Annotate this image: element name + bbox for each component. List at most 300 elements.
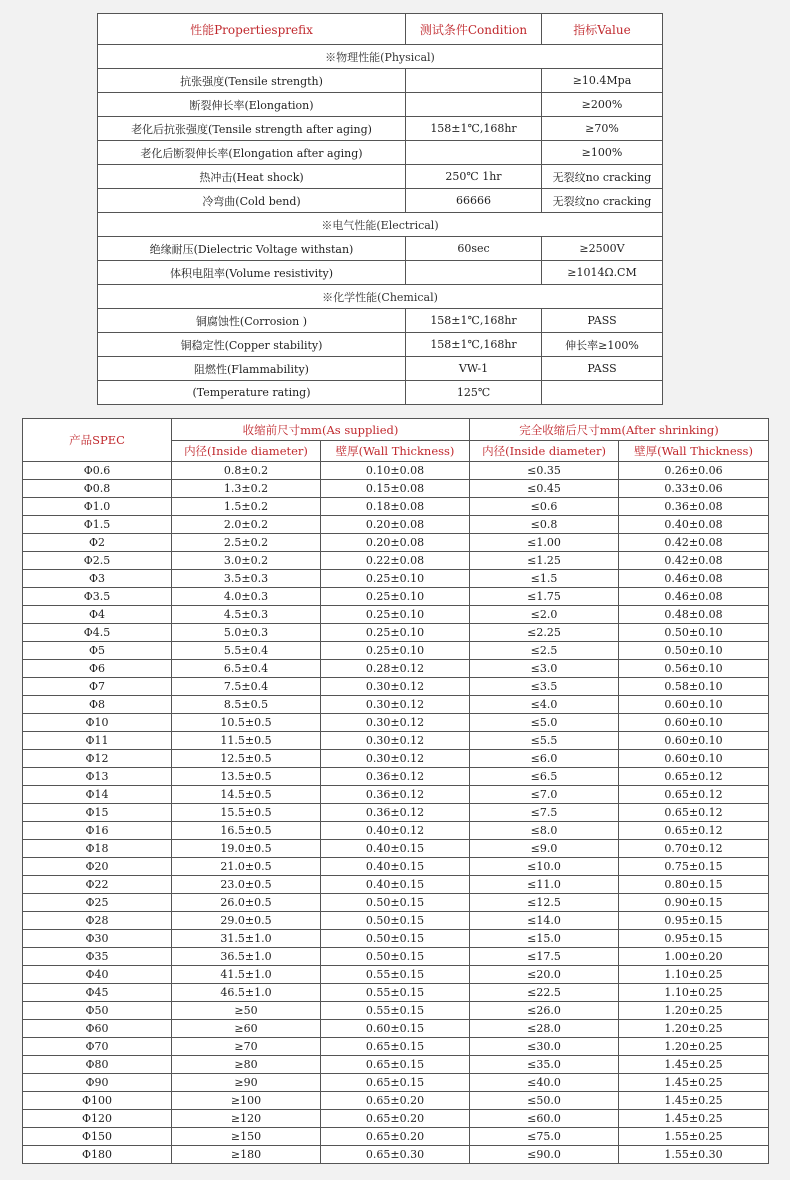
supplied-wall-thickness: 0.65±0.15 (321, 1056, 470, 1074)
shrunk-wall-thickness: 1.45±0.25 (619, 1092, 769, 1110)
property-name: 抗张强度(Tensile strength) (98, 69, 406, 93)
shrunk-wall-thickness: 1.20±0.25 (619, 1038, 769, 1056)
supplied-wall-thickness: 0.28±0.12 (321, 660, 470, 678)
shrunk-inside-diameter: ≤5.5 (470, 732, 619, 750)
section-title: ※电气性能(Electrical) (98, 213, 663, 237)
supplied-wall-thickness: 0.30±0.12 (321, 678, 470, 696)
supplied-inside-diameter: 4.5±0.3 (172, 606, 321, 624)
shrunk-inside-diameter: ≤3.5 (470, 678, 619, 696)
shrunk-inside-diameter: ≤17.5 (470, 948, 619, 966)
supplied-wall-thickness: 0.25±0.10 (321, 588, 470, 606)
property-condition: 250℃ 1hr (406, 165, 542, 189)
supplied-inside-diameter: 0.8±0.2 (172, 462, 321, 480)
spec-row (23, 966, 769, 984)
shrunk-wall-thickness: 1.10±0.25 (619, 966, 769, 984)
supplied-inside-diameter: 6.5±0.4 (172, 660, 321, 678)
property-value: ≥1014Ω.CM (542, 261, 663, 285)
supplied-wall-thickness: 0.65±0.20 (321, 1128, 470, 1146)
shrunk-inside-diameter: ≤5.0 (470, 714, 619, 732)
spec-size: Φ1.5 (23, 516, 172, 534)
as-supplied-header: 收缩前尺寸mm(As supplied) (172, 419, 470, 441)
spec-size: Φ18 (23, 840, 172, 858)
property-name: 老化后断裂伸长率(Elongation after aging) (98, 141, 406, 165)
property-name: 断裂伸长率(Elongation) (98, 93, 406, 117)
spec-row (23, 1128, 769, 1146)
shrunk-inside-diameter: ≤0.45 (470, 480, 619, 498)
property-condition (406, 141, 542, 165)
spec-table (22, 418, 769, 1164)
spec-row (23, 786, 769, 804)
supplied-wall-thickness: 0.22±0.08 (321, 552, 470, 570)
shrunk-wall-thickness: 1.20±0.25 (619, 1020, 769, 1038)
supplied-inside-diameter: ≥60 (172, 1020, 321, 1038)
spec-size: Φ0.8 (23, 480, 172, 498)
supplied-inside-diameter: 14.5±0.5 (172, 786, 321, 804)
supplied-inside-diameter: ≥150 (172, 1128, 321, 1146)
shrunk-inside-diameter: ≤2.25 (470, 624, 619, 642)
section-title: ※化学性能(Chemical) (98, 285, 663, 309)
supplied-inside-diameter-header: 内径(Inside diameter) (172, 441, 321, 462)
spec-row (23, 606, 769, 624)
shrunk-inside-diameter: ≤90.0 (470, 1146, 619, 1164)
spec-row (23, 1020, 769, 1038)
shrunk-inside-diameter: ≤1.00 (470, 534, 619, 552)
supplied-inside-diameter: 5.5±0.4 (172, 642, 321, 660)
shrunk-wall-thickness: 0.60±0.10 (619, 732, 769, 750)
supplied-inside-diameter: 41.5±1.0 (172, 966, 321, 984)
spec-size: Φ50 (23, 1002, 172, 1020)
spec-row (23, 732, 769, 750)
shrunk-wall-thickness: 0.65±0.12 (619, 822, 769, 840)
property-value: 无裂纹no cracking (542, 189, 663, 213)
property-row (98, 69, 663, 93)
property-name: 热冲击(Heat shock) (98, 165, 406, 189)
supplied-inside-diameter: 23.0±0.5 (172, 876, 321, 894)
spec-row (23, 642, 769, 660)
supplied-wall-thickness: 0.20±0.08 (321, 516, 470, 534)
supplied-inside-diameter: 2.0±0.2 (172, 516, 321, 534)
supplied-wall-thickness: 0.30±0.12 (321, 696, 470, 714)
property-name: 绝缘耐压(Dielectric Voltage withstan) (98, 237, 406, 261)
supplied-wall-thickness: 0.65±0.20 (321, 1092, 470, 1110)
spec-size: Φ35 (23, 948, 172, 966)
property-name: 阻燃性(Flammability) (98, 357, 406, 381)
property-row (98, 141, 663, 165)
spec-size: Φ100 (23, 1092, 172, 1110)
spec-size: Φ28 (23, 912, 172, 930)
shrunk-inside-diameter: ≤7.0 (470, 786, 619, 804)
property-condition: VW-1 (406, 357, 542, 381)
supplied-wall-thickness: 0.55±0.15 (321, 1002, 470, 1020)
spec-size: Φ14 (23, 786, 172, 804)
properties-header-row (98, 14, 663, 45)
shrunk-wall-thickness-header: 壁厚(Wall Thickness) (619, 441, 769, 462)
shrunk-inside-diameter: ≤12.5 (470, 894, 619, 912)
property-row (98, 189, 663, 213)
supplied-inside-diameter: 5.0±0.3 (172, 624, 321, 642)
supplied-inside-diameter: 8.5±0.5 (172, 696, 321, 714)
spec-row (23, 498, 769, 516)
properties-table (97, 13, 663, 405)
spec-row (23, 678, 769, 696)
shrunk-inside-diameter: ≤22.5 (470, 984, 619, 1002)
spec-size: Φ40 (23, 966, 172, 984)
property-row (98, 93, 663, 117)
supplied-inside-diameter: 7.5±0.4 (172, 678, 321, 696)
shrunk-wall-thickness: 1.20±0.25 (619, 1002, 769, 1020)
spec-row (23, 552, 769, 570)
supplied-inside-diameter: 29.0±0.5 (172, 912, 321, 930)
shrunk-inside-diameter: ≤6.5 (470, 768, 619, 786)
spec-size: Φ11 (23, 732, 172, 750)
shrunk-inside-diameter: ≤50.0 (470, 1092, 619, 1110)
supplied-wall-thickness: 0.65±0.15 (321, 1038, 470, 1056)
shrunk-wall-thickness: 1.45±0.25 (619, 1056, 769, 1074)
spec-row (23, 876, 769, 894)
spec-row (23, 984, 769, 1002)
spec-size: Φ90 (23, 1074, 172, 1092)
supplied-wall-thickness: 0.55±0.15 (321, 984, 470, 1002)
property-row (98, 237, 663, 261)
spec-size: Φ3 (23, 570, 172, 588)
spec-size: Φ5 (23, 642, 172, 660)
shrunk-wall-thickness: 0.65±0.12 (619, 768, 769, 786)
supplied-wall-thickness: 0.50±0.15 (321, 948, 470, 966)
shrunk-inside-diameter: ≤1.75 (470, 588, 619, 606)
supplied-wall-thickness: 0.40±0.15 (321, 876, 470, 894)
property-name: 老化后抗张强度(Tensile strength after aging) (98, 117, 406, 141)
spec-size: Φ4.5 (23, 624, 172, 642)
spec-size: Φ13 (23, 768, 172, 786)
supplied-inside-diameter: 31.5±1.0 (172, 930, 321, 948)
shrunk-inside-diameter: ≤28.0 (470, 1020, 619, 1038)
spec-row (23, 750, 769, 768)
spec-row (23, 1146, 769, 1164)
supplied-inside-diameter: 2.5±0.2 (172, 534, 321, 552)
property-condition: 158±1℃,168hr (406, 333, 542, 357)
supplied-inside-diameter: 4.0±0.3 (172, 588, 321, 606)
spec-size: Φ1.0 (23, 498, 172, 516)
shrunk-wall-thickness: 0.65±0.12 (619, 786, 769, 804)
property-name: 冷弯曲(Cold bend) (98, 189, 406, 213)
property-value: ≥10.4Mpa (542, 69, 663, 93)
property-row (98, 165, 663, 189)
header-properties: 性能Propertiesprefix (98, 14, 406, 45)
spec-size: Φ150 (23, 1128, 172, 1146)
shrunk-inside-diameter: ≤75.0 (470, 1128, 619, 1146)
spec-size: Φ25 (23, 894, 172, 912)
shrunk-inside-diameter: ≤4.0 (470, 696, 619, 714)
spec-row (23, 1056, 769, 1074)
shrunk-inside-diameter: ≤0.35 (470, 462, 619, 480)
supplied-wall-thickness: 0.25±0.10 (321, 642, 470, 660)
property-row (98, 117, 663, 141)
spec-size: Φ80 (23, 1056, 172, 1074)
supplied-inside-diameter: 11.5±0.5 (172, 732, 321, 750)
spec-row (23, 822, 769, 840)
supplied-wall-thickness: 0.25±0.10 (321, 624, 470, 642)
supplied-wall-thickness: 0.25±0.10 (321, 570, 470, 588)
shrunk-wall-thickness: 0.95±0.15 (619, 930, 769, 948)
supplied-inside-diameter: 16.5±0.5 (172, 822, 321, 840)
shrunk-inside-diameter: ≤0.8 (470, 516, 619, 534)
property-row (98, 381, 663, 405)
spec-row (23, 1038, 769, 1056)
after-shrinking-header: 完全收缩后尺寸mm(After shrinking) (470, 419, 769, 441)
shrunk-wall-thickness: 0.33±0.06 (619, 480, 769, 498)
property-condition: 125℃ (406, 381, 542, 405)
supplied-wall-thickness: 0.50±0.15 (321, 930, 470, 948)
supplied-wall-thickness: 0.65±0.30 (321, 1146, 470, 1164)
supplied-inside-diameter: 15.5±0.5 (172, 804, 321, 822)
spec-column-header: 产品SPEC (23, 419, 172, 462)
property-row (98, 261, 663, 285)
spec-size: Φ22 (23, 876, 172, 894)
property-row (98, 333, 663, 357)
shrunk-inside-diameter: ≤35.0 (470, 1056, 619, 1074)
spec-header-row (23, 419, 769, 441)
spec-size: Φ2.5 (23, 552, 172, 570)
spec-row (23, 930, 769, 948)
supplied-inside-diameter: ≥120 (172, 1110, 321, 1128)
spec-row (23, 768, 769, 786)
spec-row (23, 624, 769, 642)
supplied-inside-diameter: ≥180 (172, 1146, 321, 1164)
property-value: 伸长率≥100% (542, 333, 663, 357)
shrunk-wall-thickness: 0.46±0.08 (619, 570, 769, 588)
supplied-wall-thickness: 0.50±0.15 (321, 912, 470, 930)
spec-row (23, 570, 769, 588)
shrunk-wall-thickness: 0.42±0.08 (619, 534, 769, 552)
spec-row (23, 1002, 769, 1020)
shrunk-wall-thickness: 0.26±0.06 (619, 462, 769, 480)
shrunk-wall-thickness: 0.95±0.15 (619, 912, 769, 930)
shrunk-inside-diameter: ≤10.0 (470, 858, 619, 876)
supplied-wall-thickness: 0.36±0.12 (321, 804, 470, 822)
supplied-wall-thickness: 0.50±0.15 (321, 894, 470, 912)
spec-size: Φ30 (23, 930, 172, 948)
spec-row (23, 516, 769, 534)
property-name: 铜稳定性(Copper stability) (98, 333, 406, 357)
spec-row (23, 660, 769, 678)
shrunk-wall-thickness: 0.60±0.10 (619, 714, 769, 732)
supplied-inside-diameter: ≥50 (172, 1002, 321, 1020)
supplied-inside-diameter: 12.5±0.5 (172, 750, 321, 768)
property-condition: 158±1℃,168hr (406, 309, 542, 333)
shrunk-inside-diameter: ≤9.0 (470, 840, 619, 858)
supplied-inside-diameter: 26.0±0.5 (172, 894, 321, 912)
header-value: 指标Value (542, 14, 663, 45)
spec-size: Φ12 (23, 750, 172, 768)
spec-row (23, 948, 769, 966)
property-value: ≥100% (542, 141, 663, 165)
supplied-wall-thickness: 0.30±0.12 (321, 750, 470, 768)
supplied-wall-thickness: 0.10±0.08 (321, 462, 470, 480)
shrunk-wall-thickness: 0.70±0.12 (619, 840, 769, 858)
spec-row (23, 858, 769, 876)
shrunk-inside-diameter: ≤1.25 (470, 552, 619, 570)
spec-size: Φ0.6 (23, 462, 172, 480)
section-row (98, 45, 663, 69)
shrunk-inside-diameter: ≤40.0 (470, 1074, 619, 1092)
shrunk-wall-thickness: 1.00±0.20 (619, 948, 769, 966)
property-row (98, 309, 663, 333)
property-value: 无裂纹no cracking (542, 165, 663, 189)
shrunk-inside-diameter: ≤15.0 (470, 930, 619, 948)
supplied-inside-diameter: ≥70 (172, 1038, 321, 1056)
shrunk-wall-thickness: 0.46±0.08 (619, 588, 769, 606)
supplied-inside-diameter: 1.3±0.2 (172, 480, 321, 498)
shrunk-wall-thickness: 0.90±0.15 (619, 894, 769, 912)
spec-size: Φ16 (23, 822, 172, 840)
spec-row (23, 894, 769, 912)
supplied-wall-thickness: 0.30±0.12 (321, 732, 470, 750)
property-name: (Temperature rating) (98, 381, 406, 405)
property-value (542, 381, 663, 405)
shrunk-wall-thickness: 0.65±0.12 (619, 804, 769, 822)
supplied-wall-thickness: 0.65±0.20 (321, 1110, 470, 1128)
shrunk-inside-diameter: ≤14.0 (470, 912, 619, 930)
property-condition (406, 261, 542, 285)
property-value: PASS (542, 357, 663, 381)
supplied-inside-diameter: 1.5±0.2 (172, 498, 321, 516)
header-condition: 测试条件Condition (406, 14, 542, 45)
spec-size: Φ20 (23, 858, 172, 876)
shrunk-wall-thickness: 0.60±0.10 (619, 696, 769, 714)
property-row (98, 357, 663, 381)
supplied-inside-diameter: 36.5±1.0 (172, 948, 321, 966)
spec-size: Φ70 (23, 1038, 172, 1056)
shrunk-inside-diameter: ≤20.0 (470, 966, 619, 984)
spec-row (23, 462, 769, 480)
supplied-wall-thickness: 0.18±0.08 (321, 498, 470, 516)
shrunk-wall-thickness: 1.55±0.25 (619, 1128, 769, 1146)
shrunk-wall-thickness: 1.10±0.25 (619, 984, 769, 1002)
shrunk-wall-thickness: 0.36±0.08 (619, 498, 769, 516)
spec-row (23, 696, 769, 714)
supplied-wall-thickness: 0.40±0.12 (321, 822, 470, 840)
shrunk-inside-diameter: ≤0.6 (470, 498, 619, 516)
shrunk-wall-thickness: 0.40±0.08 (619, 516, 769, 534)
spec-size: Φ45 (23, 984, 172, 1002)
supplied-inside-diameter: 3.5±0.3 (172, 570, 321, 588)
shrunk-inside-diameter: ≤6.0 (470, 750, 619, 768)
supplied-wall-thickness: 0.40±0.15 (321, 840, 470, 858)
shrunk-wall-thickness: 0.75±0.15 (619, 858, 769, 876)
shrunk-wall-thickness: 0.50±0.10 (619, 624, 769, 642)
supplied-inside-diameter: ≥80 (172, 1056, 321, 1074)
property-value: ≥2500V (542, 237, 663, 261)
shrunk-inside-diameter: ≤7.5 (470, 804, 619, 822)
shrunk-wall-thickness: 0.56±0.10 (619, 660, 769, 678)
spec-size: Φ7 (23, 678, 172, 696)
shrunk-wall-thickness: 0.80±0.15 (619, 876, 769, 894)
shrunk-wall-thickness: 0.42±0.08 (619, 552, 769, 570)
shrunk-inside-diameter: ≤11.0 (470, 876, 619, 894)
spec-row (23, 714, 769, 732)
supplied-inside-diameter: 10.5±0.5 (172, 714, 321, 732)
spec-row (23, 588, 769, 606)
shrunk-inside-diameter: ≤3.0 (470, 660, 619, 678)
spec-row (23, 912, 769, 930)
shrunk-inside-diameter: ≤1.5 (470, 570, 619, 588)
supplied-wall-thickness: 0.15±0.08 (321, 480, 470, 498)
section-row (98, 285, 663, 309)
supplied-wall-thickness: 0.65±0.15 (321, 1074, 470, 1092)
shrunk-wall-thickness: 1.45±0.25 (619, 1110, 769, 1128)
supplied-inside-diameter: 46.5±1.0 (172, 984, 321, 1002)
property-condition (406, 69, 542, 93)
spec-row (23, 1092, 769, 1110)
shrunk-inside-diameter: ≤8.0 (470, 822, 619, 840)
supplied-wall-thickness: 0.25±0.10 (321, 606, 470, 624)
shrunk-wall-thickness: 0.50±0.10 (619, 642, 769, 660)
supplied-inside-diameter: 21.0±0.5 (172, 858, 321, 876)
supplied-wall-thickness: 0.36±0.12 (321, 786, 470, 804)
shrunk-wall-thickness: 0.48±0.08 (619, 606, 769, 624)
spec-row (23, 1074, 769, 1092)
spec-row (23, 534, 769, 552)
shrunk-wall-thickness: 1.55±0.30 (619, 1146, 769, 1164)
supplied-wall-thickness: 0.30±0.12 (321, 714, 470, 732)
property-name: 铜腐蚀性(Corrosion ) (98, 309, 406, 333)
shrunk-wall-thickness: 1.45±0.25 (619, 1074, 769, 1092)
supplied-wall-thickness: 0.55±0.15 (321, 966, 470, 984)
shrunk-wall-thickness: 0.58±0.10 (619, 678, 769, 696)
supplied-inside-diameter: ≥90 (172, 1074, 321, 1092)
spec-size: Φ15 (23, 804, 172, 822)
section-row (98, 213, 663, 237)
supplied-inside-diameter: ≥100 (172, 1092, 321, 1110)
spec-row (23, 804, 769, 822)
spec-row (23, 480, 769, 498)
spec-row (23, 1110, 769, 1128)
supplied-wall-thickness: 0.20±0.08 (321, 534, 470, 552)
shrunk-wall-thickness: 0.60±0.10 (619, 750, 769, 768)
spec-size: Φ60 (23, 1020, 172, 1038)
supplied-inside-diameter: 3.0±0.2 (172, 552, 321, 570)
property-value: PASS (542, 309, 663, 333)
spec-size: Φ120 (23, 1110, 172, 1128)
spec-size: Φ6 (23, 660, 172, 678)
property-value: ≥200% (542, 93, 663, 117)
spec-size: Φ8 (23, 696, 172, 714)
supplied-wall-thickness: 0.36±0.12 (321, 768, 470, 786)
property-value: ≥70% (542, 117, 663, 141)
supplied-inside-diameter: 13.5±0.5 (172, 768, 321, 786)
shrunk-inside-diameter-header: 内径(Inside diameter) (470, 441, 619, 462)
spec-size: Φ2 (23, 534, 172, 552)
shrunk-inside-diameter: ≤2.5 (470, 642, 619, 660)
spec-size: Φ180 (23, 1146, 172, 1164)
shrunk-inside-diameter: ≤26.0 (470, 1002, 619, 1020)
property-condition: 60sec (406, 237, 542, 261)
spec-size: Φ4 (23, 606, 172, 624)
supplied-wall-thickness: 0.60±0.15 (321, 1020, 470, 1038)
supplied-inside-diameter: 19.0±0.5 (172, 840, 321, 858)
shrunk-inside-diameter: ≤30.0 (470, 1038, 619, 1056)
shrunk-inside-diameter: ≤2.0 (470, 606, 619, 624)
shrunk-inside-diameter: ≤60.0 (470, 1110, 619, 1128)
property-condition: 158±1℃,168hr (406, 117, 542, 141)
spec-size: Φ3.5 (23, 588, 172, 606)
spec-row (23, 840, 769, 858)
supplied-wall-thickness: 0.40±0.15 (321, 858, 470, 876)
section-title: ※物理性能(Physical) (98, 45, 663, 69)
property-condition: 66666 (406, 189, 542, 213)
property-name: 体积电阻率(Volume resistivity) (98, 261, 406, 285)
supplied-wall-thickness-header: 壁厚(Wall Thickness) (321, 441, 470, 462)
